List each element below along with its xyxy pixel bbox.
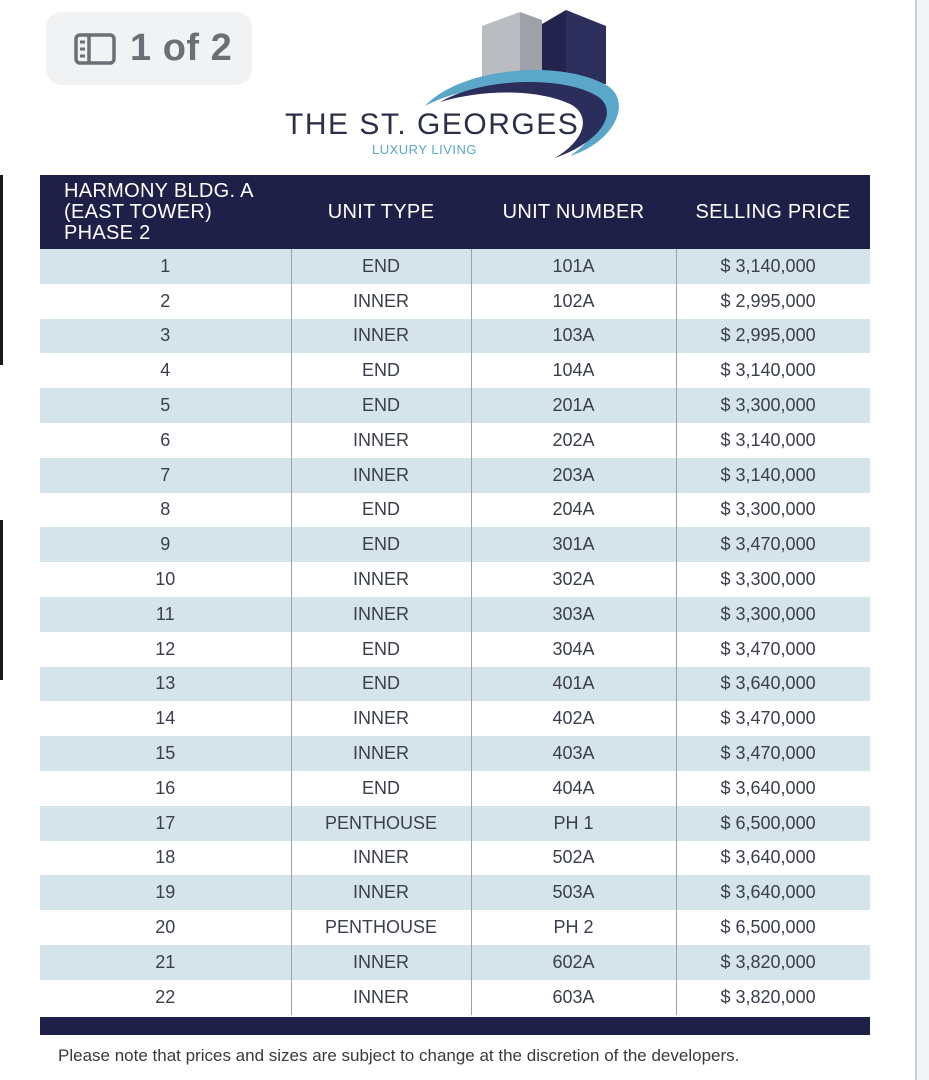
table-row [40,806,870,841]
header-unit-number: UNIT NUMBER [471,175,676,249]
page-indicator-text: 1 of 2 [130,27,233,69]
row-number: 11 [40,597,291,632]
table-row [40,597,870,632]
unit-number: 603A [471,980,676,1015]
unit-number: 103A [471,319,676,354]
header-building-line1: HARMONY BLDG. A [64,179,254,202]
unit-number: 404A [471,771,676,806]
unit-type: INNER [291,597,471,632]
selling-price: $ 3,640,000 [676,841,870,876]
selling-price: $ 3,140,000 [676,353,870,388]
unit-type: INNER [291,701,471,736]
row-number: 12 [40,632,291,667]
row-number: 4 [40,353,291,388]
page-indicator[interactable] [46,12,252,85]
header-building-line3: PHASE 2 [64,221,151,244]
table-row [40,736,870,771]
unit-number: 402A [471,701,676,736]
unit-number: 401A [471,667,676,702]
unit-number: 204A [471,493,676,528]
selling-price: $ 3,300,000 [676,493,870,528]
selling-price: $ 2,995,000 [676,319,870,354]
row-number: 19 [40,875,291,910]
selling-price: $ 2,995,000 [676,284,870,319]
unit-number: 302A [471,562,676,597]
unit-type: INNER [291,284,471,319]
row-number: 21 [40,945,291,980]
unit-type: INNER [291,458,471,493]
table-row [40,562,870,597]
selling-price: $ 3,640,000 [676,875,870,910]
unit-type: INNER [291,562,471,597]
row-number: 7 [40,458,291,493]
table-row [40,910,870,945]
unit-number: 502A [471,841,676,876]
row-number: 17 [40,806,291,841]
unit-number: 301A [471,527,676,562]
table-row [40,632,870,667]
selling-price: $ 3,820,000 [676,945,870,980]
selling-price: $ 3,140,000 [676,249,870,284]
selling-price: $ 3,140,000 [676,423,870,458]
unit-number: PH 2 [471,910,676,945]
selling-price: $ 3,300,000 [676,562,870,597]
unit-type: INNER [291,841,471,876]
selling-price: $ 6,500,000 [676,910,870,945]
row-number: 5 [40,388,291,423]
row-number: 14 [40,701,291,736]
row-number: 3 [40,319,291,354]
row-number: 13 [40,667,291,702]
disclaimer-note: Please note that prices and sizes are subject to change at the discretion of the developers. [58,1046,740,1065]
selling-price: $ 3,640,000 [676,667,870,702]
row-number: 6 [40,423,291,458]
unit-number: 602A [471,945,676,980]
table-row [40,249,870,284]
table-row [40,493,870,528]
table-row [40,353,870,388]
unit-type: INNER [291,423,471,458]
unit-type: PENTHOUSE [291,806,471,841]
brand-tagline: LUXURY LIVING [372,142,478,157]
scrollbar-track[interactable] [915,0,929,1080]
unit-number: 303A [471,597,676,632]
table-row [40,980,870,1015]
table-row [40,458,870,493]
table-row [40,945,870,980]
table-row [40,284,870,319]
selling-price: $ 3,140,000 [676,458,870,493]
unit-number: 201A [471,388,676,423]
table-row [40,319,870,354]
selling-price: $ 3,470,000 [676,736,870,771]
page-panel-icon [74,33,116,65]
row-number: 2 [40,284,291,319]
unit-number: PH 1 [471,806,676,841]
row-number: 18 [40,841,291,876]
unit-type: END [291,353,471,388]
table-header-row [40,175,870,249]
row-number: 16 [40,771,291,806]
row-number: 20 [40,910,291,945]
price-table [40,175,870,1015]
unit-number: 101A [471,249,676,284]
unit-number: 304A [471,632,676,667]
unit-number: 104A [471,353,676,388]
unit-type: END [291,771,471,806]
selling-price: $ 3,470,000 [676,527,870,562]
header-building-line2: (EAST TOWER) [64,200,213,223]
header-unit-type: UNIT TYPE [291,175,471,249]
table-row [40,423,870,458]
unit-type: INNER [291,980,471,1015]
table-footer-bar [40,1017,870,1035]
table-row [40,527,870,562]
unit-number: 203A [471,458,676,493]
row-number: 15 [40,736,291,771]
selling-price: $ 6,500,000 [676,806,870,841]
unit-type: END [291,249,471,284]
unit-number: 202A [471,423,676,458]
unit-type: END [291,388,471,423]
unit-type: INNER [291,875,471,910]
table-row [40,667,870,702]
header-selling-price: SELLING PRICE [676,175,870,249]
row-number: 1 [40,249,291,284]
row-number: 9 [40,527,291,562]
selling-price: $ 3,640,000 [676,771,870,806]
unit-number: 102A [471,284,676,319]
unit-type: END [291,667,471,702]
brand-name: THE ST. GEORGES [285,108,580,141]
table-row [40,388,870,423]
table-row [40,701,870,736]
left-divider [0,520,3,680]
selling-price: $ 3,470,000 [676,632,870,667]
unit-type: END [291,493,471,528]
unit-number: 503A [471,875,676,910]
unit-type: END [291,527,471,562]
selling-price: $ 3,470,000 [676,701,870,736]
selling-price: $ 3,820,000 [676,980,870,1015]
row-number: 8 [40,493,291,528]
left-divider [0,175,3,365]
table-row [40,841,870,876]
row-number: 22 [40,980,291,1015]
unit-number: 403A [471,736,676,771]
header-building [40,175,291,249]
unit-type: END [291,632,471,667]
table-row [40,875,870,910]
selling-price: $ 3,300,000 [676,388,870,423]
table-row [40,771,870,806]
unit-type: INNER [291,945,471,980]
row-number: 10 [40,562,291,597]
selling-price: $ 3,300,000 [676,597,870,632]
unit-type: PENTHOUSE [291,910,471,945]
unit-type: INNER [291,736,471,771]
unit-type: INNER [291,319,471,354]
